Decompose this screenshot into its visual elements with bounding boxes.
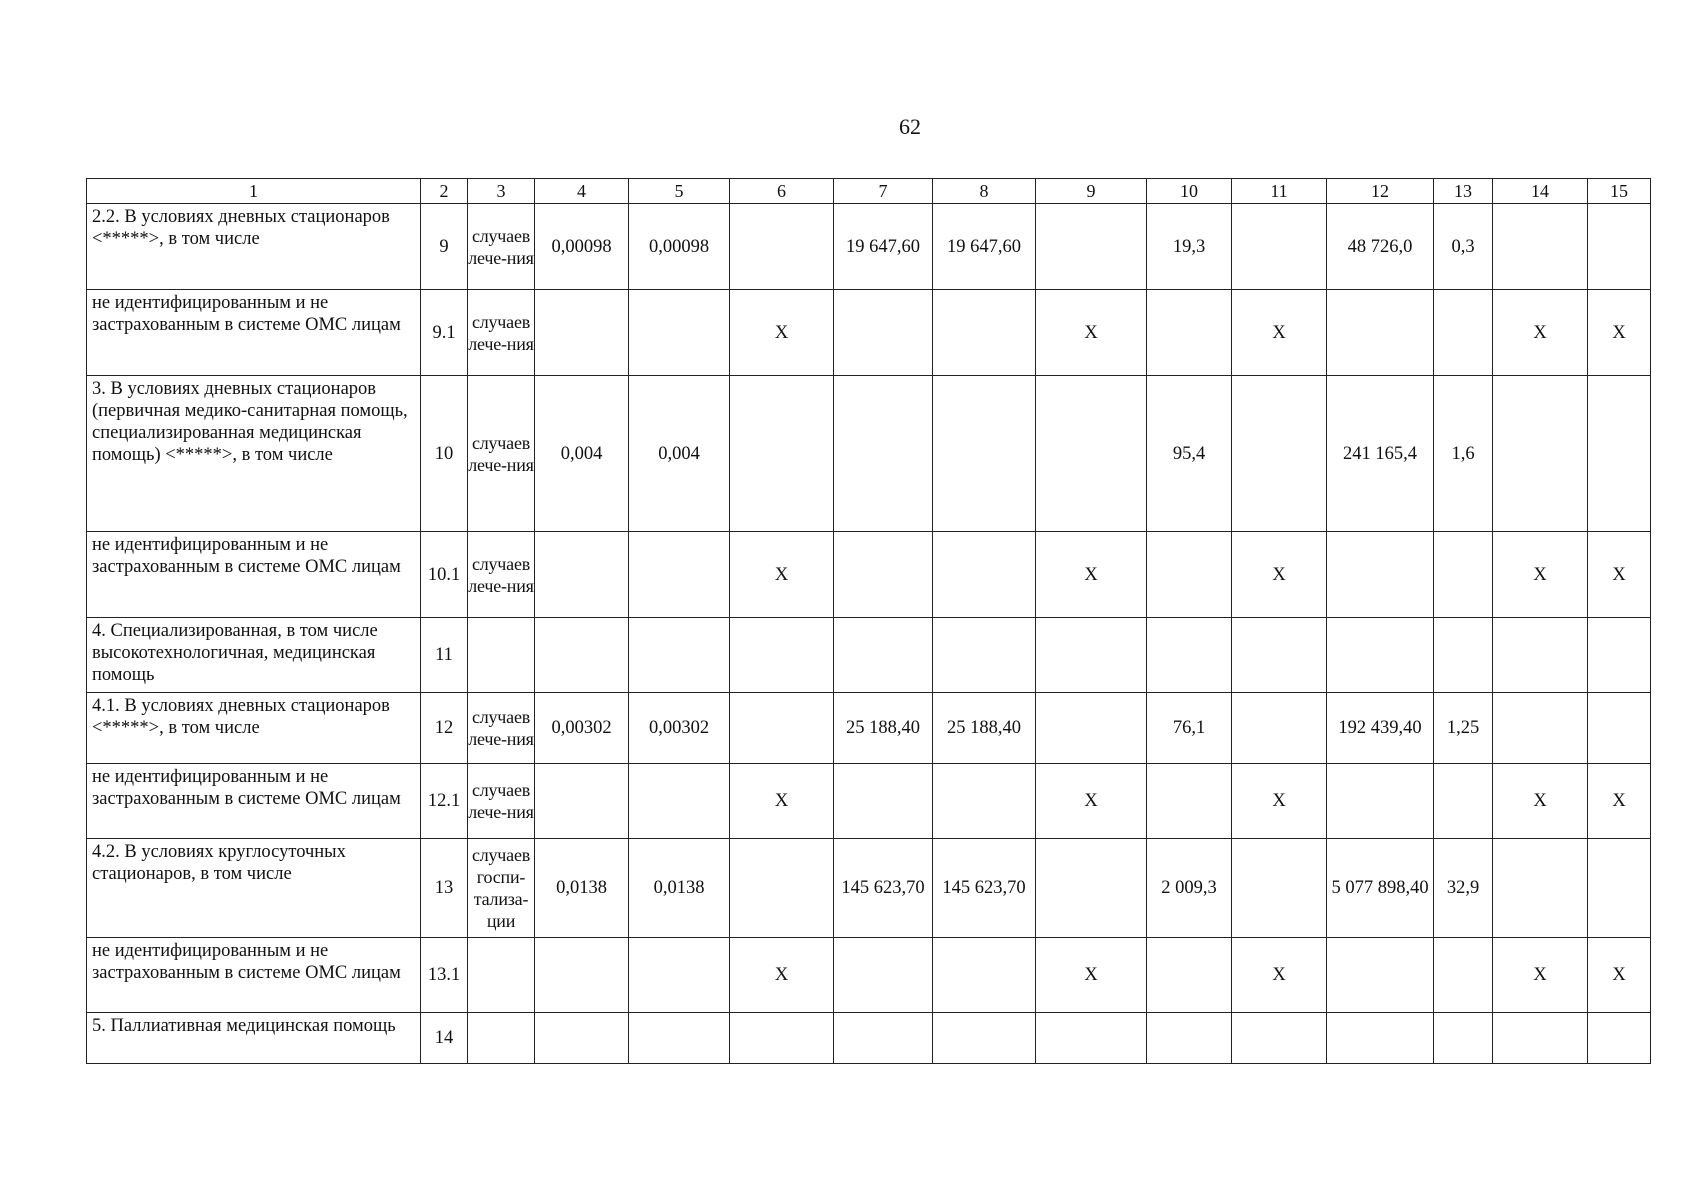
table-cell: [629, 290, 730, 376]
table-cell: [1588, 1013, 1651, 1064]
table-cell: X: [1493, 532, 1588, 618]
table-cell: [834, 1013, 933, 1064]
table-header-row: [87, 179, 1651, 204]
row-name-cell: не идентифицированным и не застрахованным в системе ОМС лицам: [87, 938, 421, 1013]
table-cell: [933, 376, 1036, 532]
unit-cell: случаев лече-ния: [468, 764, 535, 839]
unit-cell: случаев лече-ния: [468, 532, 535, 618]
column-header: 14: [1493, 179, 1588, 204]
table-cell: [933, 938, 1036, 1013]
table-cell: [933, 290, 1036, 376]
table-cell: [535, 764, 629, 839]
table-cell: 32,9: [1434, 839, 1493, 938]
table-cell: [535, 938, 629, 1013]
table-cell: [1588, 693, 1651, 764]
table-cell: [1147, 764, 1232, 839]
table-cell: 19,3: [1147, 204, 1232, 290]
column-header: 3: [468, 179, 535, 204]
table-cell: [535, 532, 629, 618]
table-cell: 241 165,4: [1327, 376, 1434, 532]
table-row: [87, 290, 1651, 376]
table-cell: X: [1493, 938, 1588, 1013]
table-cell: [834, 618, 933, 693]
unit-cell: [468, 938, 535, 1013]
table-cell: X: [1232, 290, 1327, 376]
table-cell: [1327, 532, 1434, 618]
table-cell: [1232, 618, 1327, 693]
table-cell: [1232, 376, 1327, 532]
table-cell: [730, 376, 834, 532]
column-header: 10: [1147, 179, 1232, 204]
table-cell: 5 077 898,40: [1327, 839, 1434, 938]
table-cell: 0,0138: [535, 839, 629, 938]
table-cell: 0,00302: [535, 693, 629, 764]
row-name-cell: 3. В условиях дневных стационаров (первичная медико-санитарная помощь, специализированная медицинская помощь) <*****>, в том числе: [87, 376, 421, 532]
table-cell: [834, 764, 933, 839]
table-cell: [1327, 618, 1434, 693]
page-number: 62: [899, 114, 921, 139]
table-cell: 0,00098: [629, 204, 730, 290]
table-cell: [1493, 693, 1588, 764]
unit-cell: [468, 1013, 535, 1064]
table-cell: [1493, 839, 1588, 938]
table-row: [87, 938, 1651, 1013]
row-number-cell: 12.1: [421, 764, 468, 839]
table-cell: [933, 1013, 1036, 1064]
table-cell: [629, 532, 730, 618]
row-number-cell: 9: [421, 204, 468, 290]
table-cell: X: [1588, 532, 1651, 618]
table-cell: 0,00098: [535, 204, 629, 290]
row-number-cell: 14: [421, 1013, 468, 1064]
table-cell: [629, 618, 730, 693]
column-header: 7: [834, 179, 933, 204]
table-cell: [933, 618, 1036, 693]
table-cell: X: [1232, 938, 1327, 1013]
table-cell: [1147, 532, 1232, 618]
table-cell: 0,0138: [629, 839, 730, 938]
unit-cell: [468, 618, 535, 693]
table-cell: [1147, 290, 1232, 376]
row-number-cell: 11: [421, 618, 468, 693]
table-cell: [933, 532, 1036, 618]
unit-cell: случаев лече-ния: [468, 290, 535, 376]
table-cell: 76,1: [1147, 693, 1232, 764]
table-cell: X: [730, 938, 834, 1013]
unit-cell: случаев лече-ния: [468, 204, 535, 290]
table-cell: [1493, 376, 1588, 532]
column-header: 15: [1588, 179, 1651, 204]
column-header: 5: [629, 179, 730, 204]
table-cell: [629, 1013, 730, 1064]
row-name-cell: 2.2. В условиях дневных стационаров <*****>, в том числе: [87, 204, 421, 290]
column-header: 11: [1232, 179, 1327, 204]
table-cell: [629, 938, 730, 1013]
row-number-cell: 10: [421, 376, 468, 532]
table-cell: X: [730, 532, 834, 618]
table-cell: 1,25: [1434, 693, 1493, 764]
table-cell: [1493, 204, 1588, 290]
table-cell: 1,6: [1434, 376, 1493, 532]
table-row: [87, 618, 1651, 693]
row-name-cell: не идентифицированным и не застрахованным в системе ОМС лицам: [87, 764, 421, 839]
table-cell: [1434, 1013, 1493, 1064]
table-cell: 25 188,40: [834, 693, 933, 764]
table-cell: [1434, 618, 1493, 693]
table-cell: [535, 1013, 629, 1064]
unit-cell: случаев госпи-тализа-ции: [468, 839, 535, 938]
table-cell: [1232, 1013, 1327, 1064]
table-cell: 25 188,40: [933, 693, 1036, 764]
table-cell: X: [1036, 532, 1147, 618]
column-header: 6: [730, 179, 834, 204]
table-cell: X: [1493, 764, 1588, 839]
table-cell: [730, 618, 834, 693]
table-cell: 145 623,70: [834, 839, 933, 938]
table-cell: [1434, 290, 1493, 376]
table-cell: X: [1036, 938, 1147, 1013]
row-number-cell: 13: [421, 839, 468, 938]
table-cell: [1327, 764, 1434, 839]
table-cell: X: [1232, 532, 1327, 618]
table-cell: [933, 764, 1036, 839]
table-cell: X: [730, 764, 834, 839]
table-cell: [1434, 764, 1493, 839]
table-cell: [1036, 376, 1147, 532]
table-cell: [1036, 693, 1147, 764]
table-cell: 95,4: [1147, 376, 1232, 532]
table-row: [87, 764, 1651, 839]
table-cell: X: [1588, 764, 1651, 839]
column-header: 13: [1434, 179, 1493, 204]
table-row: [87, 1013, 1651, 1064]
table-cell: [535, 290, 629, 376]
table-cell: 2 009,3: [1147, 839, 1232, 938]
table-cell: [730, 1013, 834, 1064]
table-row: [87, 839, 1651, 938]
table-row: [87, 693, 1651, 764]
table-cell: [1493, 618, 1588, 693]
table-cell: [834, 376, 933, 532]
table-cell: [730, 204, 834, 290]
table-cell: [1036, 618, 1147, 693]
table-cell: X: [1588, 290, 1651, 376]
table-cell: 145 623,70: [933, 839, 1036, 938]
row-name-cell: не идентифицированным и не застрахованным в системе ОМС лицам: [87, 290, 421, 376]
row-number-cell: 10.1: [421, 532, 468, 618]
row-number-cell: 9.1: [421, 290, 468, 376]
column-header: 8: [933, 179, 1036, 204]
unit-cell: случаев лече-ния: [468, 693, 535, 764]
table-cell: 19 647,60: [933, 204, 1036, 290]
table-cell: X: [1036, 764, 1147, 839]
table-cell: [1036, 1013, 1147, 1064]
table-cell: [1327, 938, 1434, 1013]
table-cell: 0,004: [535, 376, 629, 532]
table-cell: [1147, 1013, 1232, 1064]
table-row: [87, 376, 1651, 532]
column-header: 4: [535, 179, 629, 204]
table-cell: [1327, 290, 1434, 376]
table-cell: [1147, 618, 1232, 693]
row-name-cell: не идентифицированным и не застрахованным в системе ОМС лицам: [87, 532, 421, 618]
unit-cell: случаев лече-ния: [468, 376, 535, 532]
table-cell: [834, 938, 933, 1013]
table-cell: [1588, 376, 1651, 532]
table-cell: 192 439,40: [1327, 693, 1434, 764]
table-cell: [730, 839, 834, 938]
table-row: [87, 532, 1651, 618]
table-cell: 19 647,60: [834, 204, 933, 290]
row-number-cell: 13.1: [421, 938, 468, 1013]
table-cell: [1147, 938, 1232, 1013]
row-name-cell: 4.1. В условиях дневных стационаров <*****>, в том числе: [87, 693, 421, 764]
row-name-cell: 4. Специализированная, в том числе высокотехнологичная, медицинская помощь: [87, 618, 421, 693]
column-header: 12: [1327, 179, 1434, 204]
table-cell: [1434, 532, 1493, 618]
table-cell: X: [1588, 938, 1651, 1013]
row-number-cell: 12: [421, 693, 468, 764]
table-cell: [1036, 839, 1147, 938]
data-table: [86, 178, 1651, 1064]
table-cell: [1036, 204, 1147, 290]
table-cell: X: [730, 290, 834, 376]
column-header: 2: [421, 179, 468, 204]
table-cell: [1493, 1013, 1588, 1064]
table-cell: [629, 764, 730, 839]
table-cell: X: [1232, 764, 1327, 839]
table-row: [87, 204, 1651, 290]
table-cell: [1588, 839, 1651, 938]
table-cell: [834, 290, 933, 376]
table-cell: X: [1493, 290, 1588, 376]
table-cell: X: [1036, 290, 1147, 376]
table-cell: 0,00302: [629, 693, 730, 764]
table-cell: 0,3: [1434, 204, 1493, 290]
table-cell: [1588, 618, 1651, 693]
table-cell: 0,004: [629, 376, 730, 532]
table-cell: [535, 618, 629, 693]
column-header: 1: [87, 179, 421, 204]
column-header: 9: [1036, 179, 1147, 204]
table-cell: [1434, 938, 1493, 1013]
table-cell: [730, 693, 834, 764]
table-cell: 48 726,0: [1327, 204, 1434, 290]
table-cell: [1327, 1013, 1434, 1064]
row-name-cell: 5. Паллиативная медицинская помощь: [87, 1013, 421, 1064]
row-name-cell: 4.2. В условиях круглосуточных стационаров, в том числе: [87, 839, 421, 938]
table-cell: [834, 532, 933, 618]
table-cell: [1588, 204, 1651, 290]
table-cell: [1232, 693, 1327, 764]
table-cell: [1232, 204, 1327, 290]
table-cell: [1232, 839, 1327, 938]
